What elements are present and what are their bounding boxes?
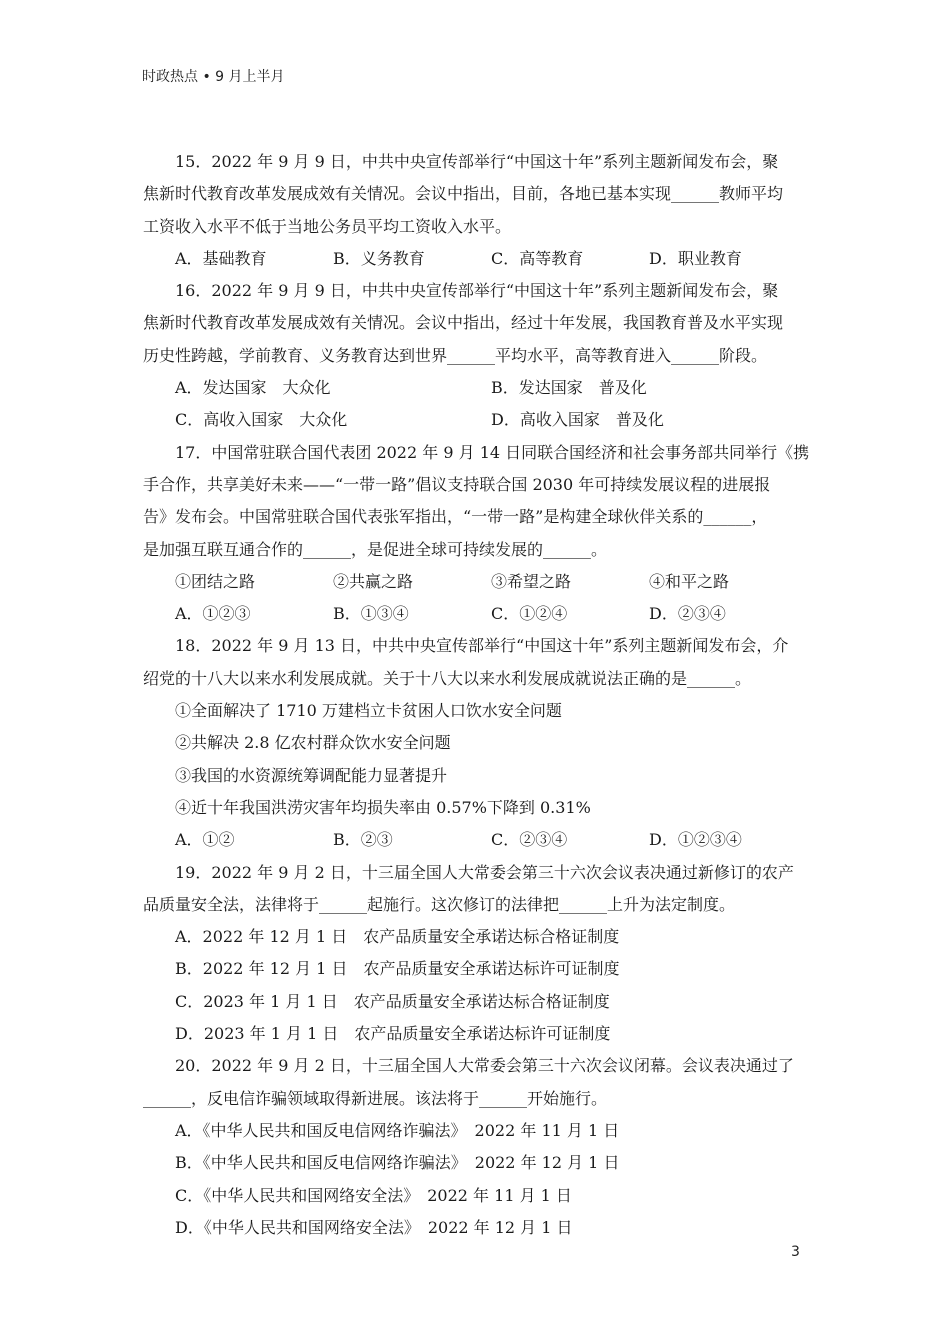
question-content xyxy=(143,146,810,1244)
question-text-line: 是加强互联互通合作的______，是促进全球可持续发展的______。 xyxy=(143,539,608,559)
page-number: 3 xyxy=(791,1244,800,1260)
option-row xyxy=(143,598,807,630)
question-20 xyxy=(143,1050,807,1244)
question-text-line: 焦新时代教育改革发展成效有关情况。会议中指出，目前，各地已基本实现______教师平均 xyxy=(143,184,784,204)
option-b: B．2022 年 12 月 1 日 农产品质量安全承诺达标许可证制度 xyxy=(175,959,620,979)
question-text-line: 历史性跨越，学前教育、义务教育达到世界______平均水平，高等教育进入______阶段。 xyxy=(143,345,768,365)
option-row xyxy=(143,404,807,436)
question-15 xyxy=(143,146,807,275)
option-c: C．《中华人民共和国网络安全法》 2022 年 11 月 1 日 xyxy=(175,1185,572,1205)
option-d: D．职业教育 xyxy=(649,248,742,268)
option-a: A．①② xyxy=(175,830,235,850)
page-header: 时政热点 • 9 月上半月 xyxy=(142,69,285,85)
option-b: B．②③ xyxy=(333,830,393,850)
option-c: C．①②④ xyxy=(491,604,568,624)
question-text-line: 手合作，共享美好未来——“一带一路”倡议支持联合国 2030 年可持续发展议程的进展报 xyxy=(143,474,771,494)
statement-item: ③我国的水资源统筹调配能力显著提升 xyxy=(175,765,448,785)
option-row xyxy=(143,824,807,856)
option-d: D．②③④ xyxy=(649,604,726,624)
statement-item: ①团结之路 xyxy=(175,571,256,591)
question-text-line: 18．2022 年 9 月 13 日，中共中央宣传部举行“中国这十年”系列主题新闻发布会，介 xyxy=(175,636,789,656)
option-d: D．①②③④ xyxy=(649,830,742,850)
option-c: C．高收入国家 大众化 xyxy=(175,410,348,430)
statement-item: ④和平之路 xyxy=(649,571,730,591)
question-text-line: 绍党的十八大以来水利发展成就。关于十八大以来水利发展成就说法正确的是______。 xyxy=(143,668,752,688)
option-row xyxy=(143,243,807,275)
option-b: B．发达国家 普及化 xyxy=(491,378,647,398)
question-text-line: 20．2022 年 9 月 2 日，十三届全国人大常委会第三十六次会议闭幕。会议表决通过了 xyxy=(175,1056,794,1076)
question-18 xyxy=(143,630,807,856)
option-c: C．2023 年 1 月 1 日 农产品质量安全承诺达标合格证制度 xyxy=(175,991,610,1011)
option-d: D．《中华人民共和国网络安全法》 2022 年 12 月 1 日 xyxy=(175,1217,573,1237)
statement-item: ①全面解决了 1710 万建档立卡贫困人口饮水安全问题 xyxy=(175,701,562,721)
option-row xyxy=(143,372,807,404)
statement-item: ④近十年我国洪涝灾害年均损失率由 0.57%下降到 0.31% xyxy=(175,797,591,817)
question-text-line: 告》发布会。中国常驻联合国代表张军指出，“一带一路”是构建全球伙伴关系的______， xyxy=(143,507,768,527)
option-b: B．义务教育 xyxy=(333,248,425,268)
statement-row xyxy=(143,566,807,598)
statement-item: ③希望之路 xyxy=(491,571,572,591)
option-b: B．①③④ xyxy=(333,604,409,624)
question-text-line: 焦新时代教育改革发展成效有关情况。会议中指出，经过十年发展，我国教育普及水平实现 xyxy=(143,313,784,333)
option-d: D．高收入国家 普及化 xyxy=(491,410,664,430)
question-text-line: 19．2022 年 9 月 2 日，十三届全国人大常委会第三十六次会议表决通过新修订的农产 xyxy=(175,862,794,882)
question-16 xyxy=(143,275,807,436)
question-17 xyxy=(143,437,810,631)
option-a: A．《中华人民共和国反电信网络诈骗法》 2022 年 11 月 1 日 xyxy=(175,1120,620,1140)
option-c: C．②③④ xyxy=(491,830,568,850)
question-text-line: 15．2022 年 9 月 9 日，中共中央宣传部举行“中国这十年”系列主题新闻发布会，聚 xyxy=(175,152,779,171)
option-a: A．①②③ xyxy=(175,604,251,624)
question-text-line: ______，反电信诈骗领域取得新进展。该法将于______开始施行。 xyxy=(143,1088,608,1108)
question-text-line: 17．中国常驻联合国代表团 2022 年 9 月 14 日同联合国经济和社会事务部共同举行《携 xyxy=(175,442,810,462)
option-b: B．《中华人民共和国反电信网络诈骗法》 2022 年 12 月 1 日 xyxy=(175,1153,620,1173)
question-19 xyxy=(143,857,807,1051)
question-text-line: 品质量安全法，法律将于______起施行。这次修订的法律把______上升为法定制度。 xyxy=(143,894,736,914)
question-text-line: 16．2022 年 9 月 9 日，中共中央宣传部举行“中国这十年”系列主题新闻发布会，聚 xyxy=(175,281,779,301)
statement-item: ②共解决 2.8 亿农村群众饮水安全问题 xyxy=(175,733,451,753)
option-a: A．发达国家 大众化 xyxy=(175,378,331,398)
option-a: A．2022 年 12 月 1 日 农产品质量安全承诺达标合格证制度 xyxy=(175,927,620,947)
question-text-line: 工资收入水平不低于当地公务员平均工资收入水平。 xyxy=(143,216,512,236)
option-c: C．高等教育 xyxy=(491,248,584,268)
statement-item: ②共赢之路 xyxy=(333,571,414,591)
option-a: A．基础教育 xyxy=(175,248,267,268)
option-d: D．2023 年 1 月 1 日 农产品质量安全承诺达标许可证制度 xyxy=(175,1024,611,1044)
